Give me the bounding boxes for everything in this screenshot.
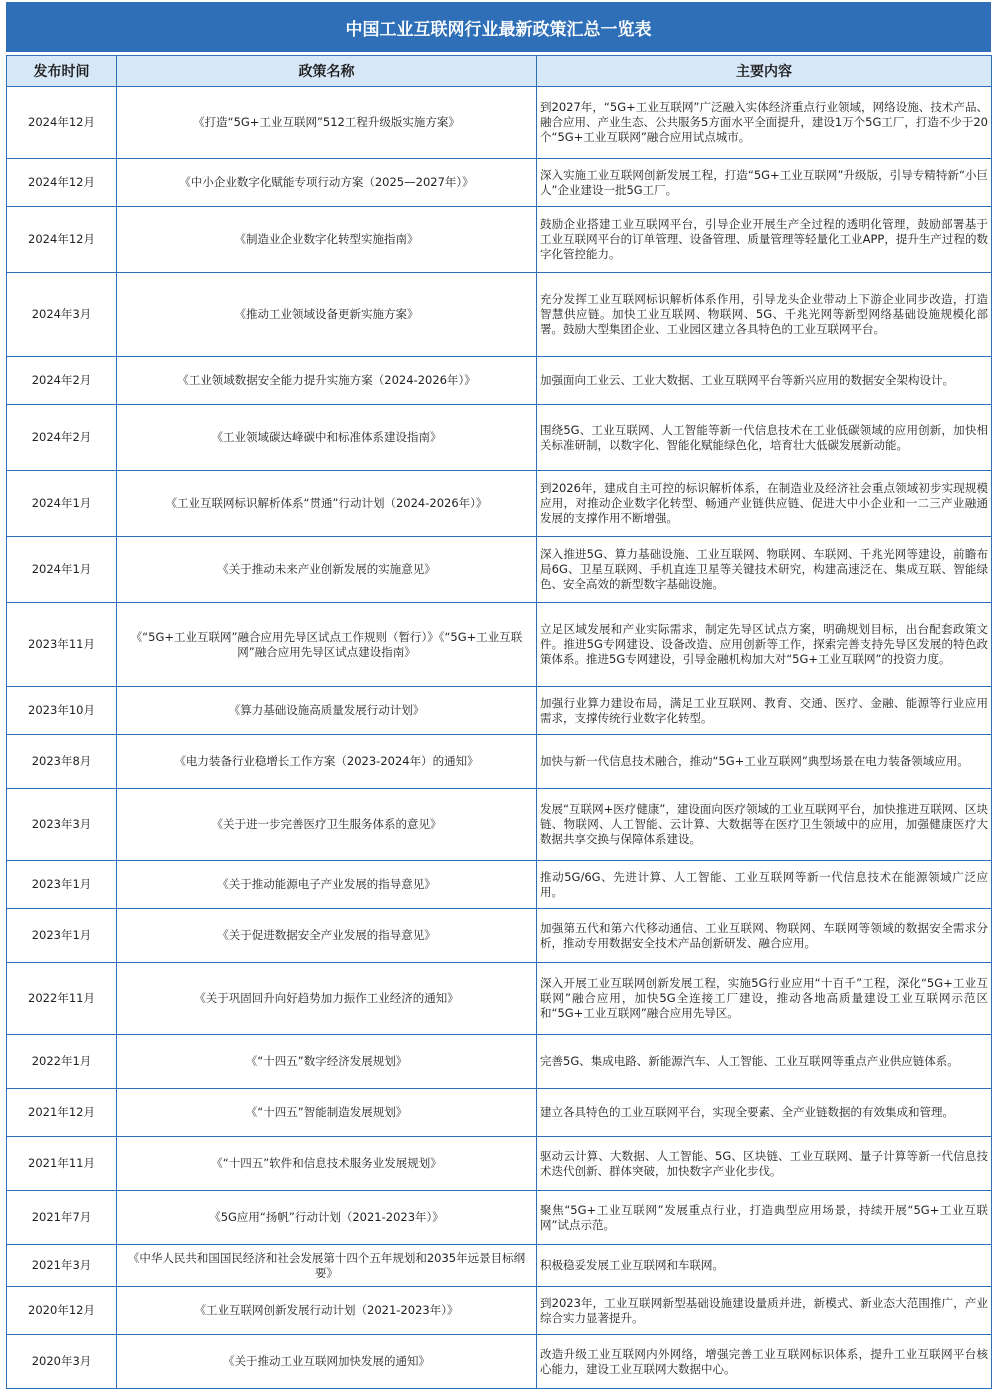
table-row — [7, 1191, 992, 1245]
policy-date: 2024年12月 — [7, 159, 117, 207]
policy-content: 充分发挥工业互联网标识解析体系作用，引导龙头企业带动上下游企业同步改造，打造智慧供应链。加快工业互联网、物联网、5G、千兆光网等新型网络基础设施规模化部署。鼓励大型集团企业、工业园区建立各具特色的工业互联网平台。 — [537, 273, 992, 357]
policy-date: 2021年3月 — [7, 1245, 117, 1287]
policy-content: 加强第五代和第六代移动通信、工业互联网、物联网、车联网等领域的数据安全需求分析，推动专用数据安全技术产品创新研发、融合应用。 — [537, 909, 992, 963]
table-row — [7, 963, 992, 1035]
policy-content: 加快与新一代信息技术融合，推动“5G+工业互联网”典型场景在电力装备领域应用。 — [537, 735, 992, 789]
policy-content: 深入开展工业互联网创新发展工程，实施5G行业应用“十百千”工程，深化“5G+工业互联网”融合应用，加快5G全连接工厂建设，推动各地高质量建设工业互联网示范区和“5G+工业互联网”融合应用先导区。 — [537, 963, 992, 1035]
policy-content: 加强行业算力建设布局，满足工业互联网、教育、交通、医疗、金融、能源等行业应用需求，支撑传统行业数字化转型。 — [537, 687, 992, 735]
policy-name: 《工业领域数据安全能力提升实施方案（2024-2026年）》 — [117, 357, 537, 405]
policy-date: 2024年12月 — [7, 207, 117, 273]
policy-name: 《工业互联网标识解析体系“贯通”行动计划（2024-2026年）》 — [117, 471, 537, 537]
policy-date: 2020年3月 — [7, 1335, 117, 1389]
policy-date: 2023年1月 — [7, 861, 117, 909]
policy-content: 到2027年，“5G+工业互联网”广泛融入实体经济重点行业领域，网络设施、技术产品、融合应用、产业生态、公共服务5方面水平全面提升，建设1万个5G工厂，打造不少于20个“5G+工业互联网”融合应用试点城市。 — [537, 87, 992, 159]
policy-name: 《中华人民共和国国民经济和社会发展第十四个五年规划和2035年远景目标纲要》 — [117, 1245, 537, 1287]
policy-name: 《工业互联网创新发展行动计划（2021-2023年）》 — [117, 1287, 537, 1335]
policy-name: 《中小企业数字化赋能专项行动方案（2025—2027年）》 — [117, 159, 537, 207]
table-row — [7, 1137, 992, 1191]
policy-content: 加强面向工业云、工业大数据、工业互联网平台等新兴应用的数据安全架构设计。 — [537, 357, 992, 405]
table-row — [7, 1287, 992, 1335]
policy-content: 积极稳妥发展工业互联网和车联网。 — [537, 1245, 992, 1287]
table-row — [7, 861, 992, 909]
policy-date: 2023年10月 — [7, 687, 117, 735]
policy-content: 鼓励企业搭建工业互联网平台，引导企业开展生产全过程的透明化管理，鼓励部署基于工业互联网平台的订单管理、设备管理、质量管理等轻量化工业APP，提升生产过程的数字化管控能力。 — [537, 207, 992, 273]
header-name: 政策名称 — [117, 56, 537, 87]
table-row — [7, 1035, 992, 1089]
policy-name: 《关于推动能源电子产业发展的指导意见》 — [117, 861, 537, 909]
policy-content: 深入推进5G、算力基础设施、工业互联网、物联网、车联网、千兆光网等建设，前瞻布局6G、卫星互联网、手机直连卫星等关键技术研究，构建高速泛在、集成互联、智能绿色、安全高效的新型数字基础设施。 — [537, 537, 992, 603]
table-row — [7, 603, 992, 687]
policy-name: 《打造“5G+工业互联网”512工程升级版实施方案》 — [117, 87, 537, 159]
policy-content: 围绕5G、工业互联网、人工智能等新一代信息技术在工业低碳领域的应用创新，加快相关标准研制，以数字化、智能化赋能绿色化，培育壮大低碳发展新动能。 — [537, 405, 992, 471]
policy-name: 《关于推动未来产业创新发展的实施意见》 — [117, 537, 537, 603]
policy-date: 2024年2月 — [7, 357, 117, 405]
policy-name: 《工业领域碳达峰碳中和标准体系建设指南》 — [117, 405, 537, 471]
header-content: 主要内容 — [537, 56, 992, 87]
policy-date: 2022年1月 — [7, 1035, 117, 1089]
policy-name: 《算力基础设施高质量发展行动计划》 — [117, 687, 537, 735]
policy-content: 立足区域发展和产业实际需求，制定先导区试点方案，明确规划目标，出台配套政策文件。推进5G专网建设、设备改造、应用创新等工作，探索完善支持先导区发展的特色政策体系。推进5G专网建设，引导金融机构加大对“5G+工业互联网”的投资力度。 — [537, 603, 992, 687]
policy-date: 2021年7月 — [7, 1191, 117, 1245]
policy-date: 2024年12月 — [7, 87, 117, 159]
policy-content: 驱动云计算、大数据、人工智能、5G、区块链、工业互联网、量子计算等新一代信息技术迭代创新、群体突破，加快数字产业化步伐。 — [537, 1137, 992, 1191]
policy-name: 《“十四五”数字经济发展规划》 — [117, 1035, 537, 1089]
table-row — [7, 1335, 992, 1389]
table-row — [7, 471, 992, 537]
table-title: 中国工业互联网行业最新政策汇总一览表 — [6, 2, 991, 55]
policy-date: 2024年1月 — [7, 471, 117, 537]
table-row — [7, 1089, 992, 1137]
policy-name: 《关于促进数据安全产业发展的指导意见》 — [117, 909, 537, 963]
policy-date: 2021年11月 — [7, 1137, 117, 1191]
policy-document — [6, 2, 991, 1394]
policy-name: 《关于巩固回升向好趋势加力振作工业经济的通知》 — [117, 963, 537, 1035]
table-row — [7, 735, 992, 789]
policy-content: 到2026年，建成自主可控的标识解析体系，在制造业及经济社会重点领域初步实现规模应用，对推动企业数字化转型、畅通产业链供应链、促进大中小企业和一二三产业融通发展的支撑作用不断增强。 — [537, 471, 992, 537]
policy-table — [6, 55, 992, 1389]
table-row — [7, 789, 992, 861]
policy-name: 《推动工业领域设备更新实施方案》 — [117, 273, 537, 357]
policy-name: 《关于进一步完善医疗卫生服务体系的意见》 — [117, 789, 537, 861]
policy-name: 《“十四五”软件和信息技术服务业发展规划》 — [117, 1137, 537, 1191]
policy-name: 《“十四五”智能制造发展规划》 — [117, 1089, 537, 1137]
table-row — [7, 207, 992, 273]
policy-name: 《关于推动工业互联网加快发展的通知》 — [117, 1335, 537, 1389]
policy-date: 2022年11月 — [7, 963, 117, 1035]
policy-name: 《制造业企业数字化转型实施指南》 — [117, 207, 537, 273]
policy-date: 2024年3月 — [7, 273, 117, 357]
policy-date: 2023年1月 — [7, 909, 117, 963]
policy-date: 2024年1月 — [7, 537, 117, 603]
table-row — [7, 273, 992, 357]
policy-name: 《“5G+工业互联网”融合应用先导区试点工作规则（暂行）》《“5G+工业互联网”融合应用先导区试点建设指南》 — [117, 603, 537, 687]
policy-content: 完善5G、集成电路、新能源汽车、人工智能、工业互联网等重点产业供应链体系。 — [537, 1035, 992, 1089]
policy-content: 到2023年，工业互联网新型基础设施建设量质并进，新模式、新业态大范围推广，产业综合实力显著提升。 — [537, 1287, 992, 1335]
policy-content: 深入实施工业互联网创新发展工程，打造“5G+工业互联网”升级版，引导专精特新“小巨人”企业建设一批5G工厂。 — [537, 159, 992, 207]
table-row — [7, 405, 992, 471]
policy-date: 2024年2月 — [7, 405, 117, 471]
policy-name: 《电力装备行业稳增长工作方案（2023-2024年）的通知》 — [117, 735, 537, 789]
table-row — [7, 687, 992, 735]
table-row — [7, 537, 992, 603]
policy-content: 聚焦“5G+工业互联网”发展重点行业，打造典型应用场景，持续开展“5G+工业互联网”试点示范。 — [537, 1191, 992, 1245]
header-date: 发布时间 — [7, 56, 117, 87]
policy-date: 2023年8月 — [7, 735, 117, 789]
policy-date: 2020年12月 — [7, 1287, 117, 1335]
policy-content: 改造升级工业互联网内外网络，增强完善工业互联网标识体系，提升工业互联网平台核心能力，建设工业互联网大数据中心。 — [537, 1335, 992, 1389]
policy-date: 2021年12月 — [7, 1089, 117, 1137]
policy-name: 《5G应用“扬帆”行动计划（2021-2023年）》 — [117, 1191, 537, 1245]
table-row — [7, 87, 992, 159]
table-row — [7, 909, 992, 963]
policy-content: 推动5G/6G、先进计算、人工智能、工业互联网等新一代信息技术在能源领域广泛应用。 — [537, 861, 992, 909]
policy-content: 发展“互联网+医疗健康”，建设面向医疗领域的工业互联网平台，加快推进互联网、区块链、物联网、人工智能、云计算、大数据等在医疗卫生领域中的应用，加强健康医疗大数据共享交换与保障体系建设。 — [537, 789, 992, 861]
policy-content: 建立各具特色的工业互联网平台，实现全要素、全产业链数据的有效集成和管理。 — [537, 1089, 992, 1137]
policy-date: 2023年11月 — [7, 603, 117, 687]
policy-date: 2023年3月 — [7, 789, 117, 861]
table-row — [7, 1245, 992, 1287]
table-row — [7, 159, 992, 207]
header-row — [7, 56, 992, 87]
table-row — [7, 357, 992, 405]
